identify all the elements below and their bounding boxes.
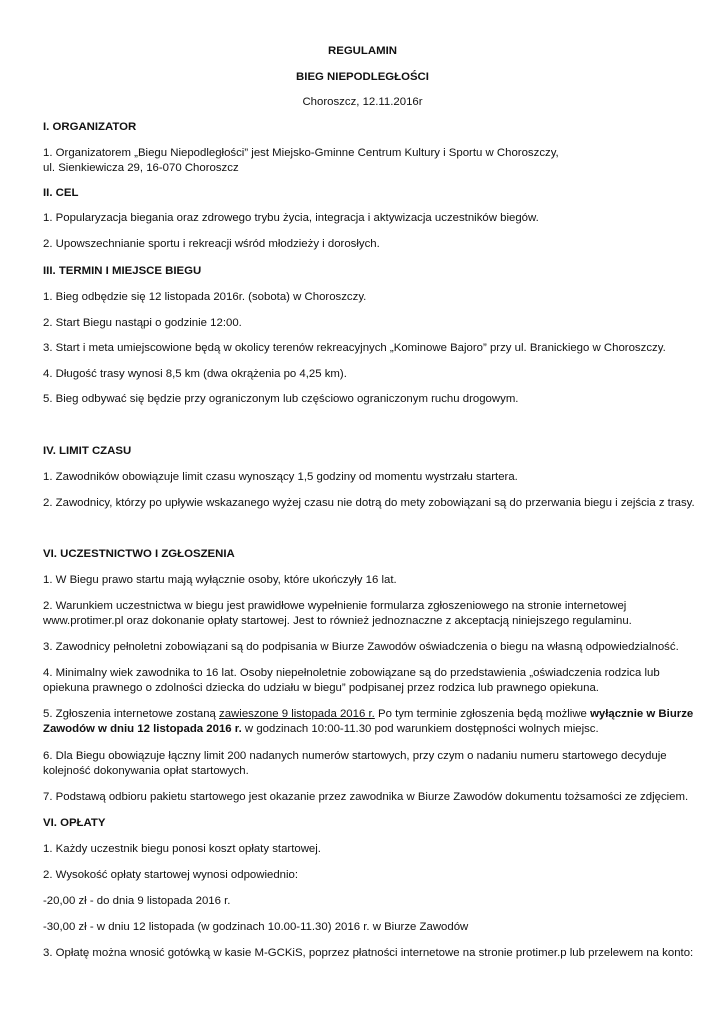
text-run: Po tym terminie zgłoszenia będą możliwe (374, 708, 591, 720)
paragraph: 6. Dla Biegu obowiązuje łączny limit 200 nadanych numerów startowych, przy czym o nadaniu numeru startowego decyduje (43, 750, 667, 762)
paragraph: 2. Upowszechnianie sportu i rekreacji wśród młodzieży i dorosłych. (43, 238, 380, 250)
paragraph: kolejność dokonywania opłat startowych. (43, 765, 249, 777)
text-run: 5. Zgłoszenia internetowe zostaną (43, 708, 220, 720)
paragraph: 1. Bieg odbędzie się 12 listopada 2016r. (sobota) w Choroszczy. (43, 291, 367, 303)
paragraph-registration (43, 707, 693, 721)
section-heading-termin: III. TERMIN I MIEJSCE BIEGU (43, 265, 202, 277)
paragraph: 1. Każdy uczestnik biegu ponosi koszt opłaty startowej. (43, 843, 321, 855)
paragraph: 2. Start Biegu nastąpi o godzinie 12:00. (43, 317, 242, 329)
paragraph: 4. Minimalny wiek zawodnika to 16 lat. Osoby niepełnoletnie zobowiązane są do przedstawienia „oświadczenia rodzica lub (43, 667, 660, 679)
section-heading-oplaty: VI. OPŁATY (43, 817, 106, 829)
bold-text: Zawodów w dniu 12 listopada 2016 r. (43, 723, 242, 735)
paragraph: opiekuna prawnego o zdolności dziecka do udziału w biegu” podpisanej przez rodzica lub prawnego opiekuna. (43, 682, 599, 694)
section-heading-cel: II. CEL (43, 187, 79, 199)
paragraph: 2. Zawodnicy, którzy po upływie wskazanego wyżej czasu nie dotrą do mety zobowiązani są do przerwania biegu i zejścia z trasy. (43, 497, 695, 509)
document-title: REGULAMIN (328, 45, 397, 57)
section-heading-organizator: I. ORGANIZATOR (43, 121, 137, 133)
text-run: w godzinach 10:00-11.30 pod warunkiem dostępności wolnych miejsc. (241, 723, 599, 735)
paragraph: 2. Warunkiem uczestnictwa w biegu jest prawidłowe wypełnienie formularza zgłoszeniowego na stronie internetowej (43, 600, 627, 612)
paragraph: 4. Długość trasy wynosi 8,5 km (dwa okrążenia po 4,25 km). (43, 368, 347, 380)
section-heading-uczestnictwo: VI. UCZESTNICTWO I ZGŁOSZENIA (43, 548, 235, 560)
paragraph: 1. W Biegu prawo startu mają wyłącznie osoby, które ukończyły 16 lat. (43, 574, 397, 586)
paragraph: -20,00 zł - do dnia 9 listopada 2016 r. (43, 895, 231, 907)
place-date: Choroszcz, 12.11.2016r (302, 96, 423, 108)
paragraph-registration-cont (43, 722, 599, 736)
paragraph: 3. Start i meta umiejscowione będą w okolicy terenów rekreacyjnych „Kominowe Bajoro” przy ul. Branickiego w Choroszczy. (43, 342, 666, 354)
bold-text: wyłącznie w Biurze (590, 708, 694, 720)
paragraph: -30,00 zł - w dniu 12 listopada (w godzinach 10.00-11.30) 2016 r. w Biurze Zawodów (43, 921, 469, 933)
paragraph: 7. Podstawą odbioru pakietu startowego jest okazanie przez zawodnika w Biurze Zawodów dokumentu tożsamości ze zdjęciem. (43, 791, 689, 803)
paragraph: 5. Bieg odbywać się będzie przy ograniczonym lub częściowo ograniczonym ruchu drogowym. (43, 393, 519, 405)
section-heading-limit: IV. LIMIT CZASU (43, 445, 132, 457)
paragraph: 1. Zawodników obowiązuje limit czasu wynoszący 1,5 godziny od momentu wystrzału startera. (43, 471, 518, 483)
event-name: BIEG NIEPODLEGŁOŚCI (296, 71, 429, 83)
paragraph: 3. Opłatę można wnosić gotówką w kasie M-GCKiS, poprzez płatności internetowe na stronie protimer.p lub przelewem na konto: (43, 947, 694, 959)
underlined-date: zawieszone 9 listopada 2016 r. (219, 708, 375, 720)
paragraph: 1. Popularyzacja biegania oraz zdrowego trybu życia, integracja i aktywizacja uczestników biegów. (43, 212, 539, 224)
paragraph: 2. Wysokość opłaty startowej wynosi odpowiednio: (43, 869, 299, 881)
paragraph: ul. Sienkiewicza 29, 16-070 Choroszcz (43, 162, 239, 174)
paragraph: 1. Organizatorem „Biegu Niepodległości” jest Miejsko-Gminne Centrum Kultury i Sportu w Choroszczy, (43, 147, 559, 159)
paragraph: 3. Zawodnicy pełnoletni zobowiązani są do podpisania w Biurze Zawodów oświadczenia o biegu na własną odpowiedzialność. (43, 641, 679, 653)
paragraph: www.protimer.pl oraz dokonanie opłaty startowej. Jest to również jednoznaczne z akceptacją niniejszego regulaminu. (43, 615, 632, 627)
